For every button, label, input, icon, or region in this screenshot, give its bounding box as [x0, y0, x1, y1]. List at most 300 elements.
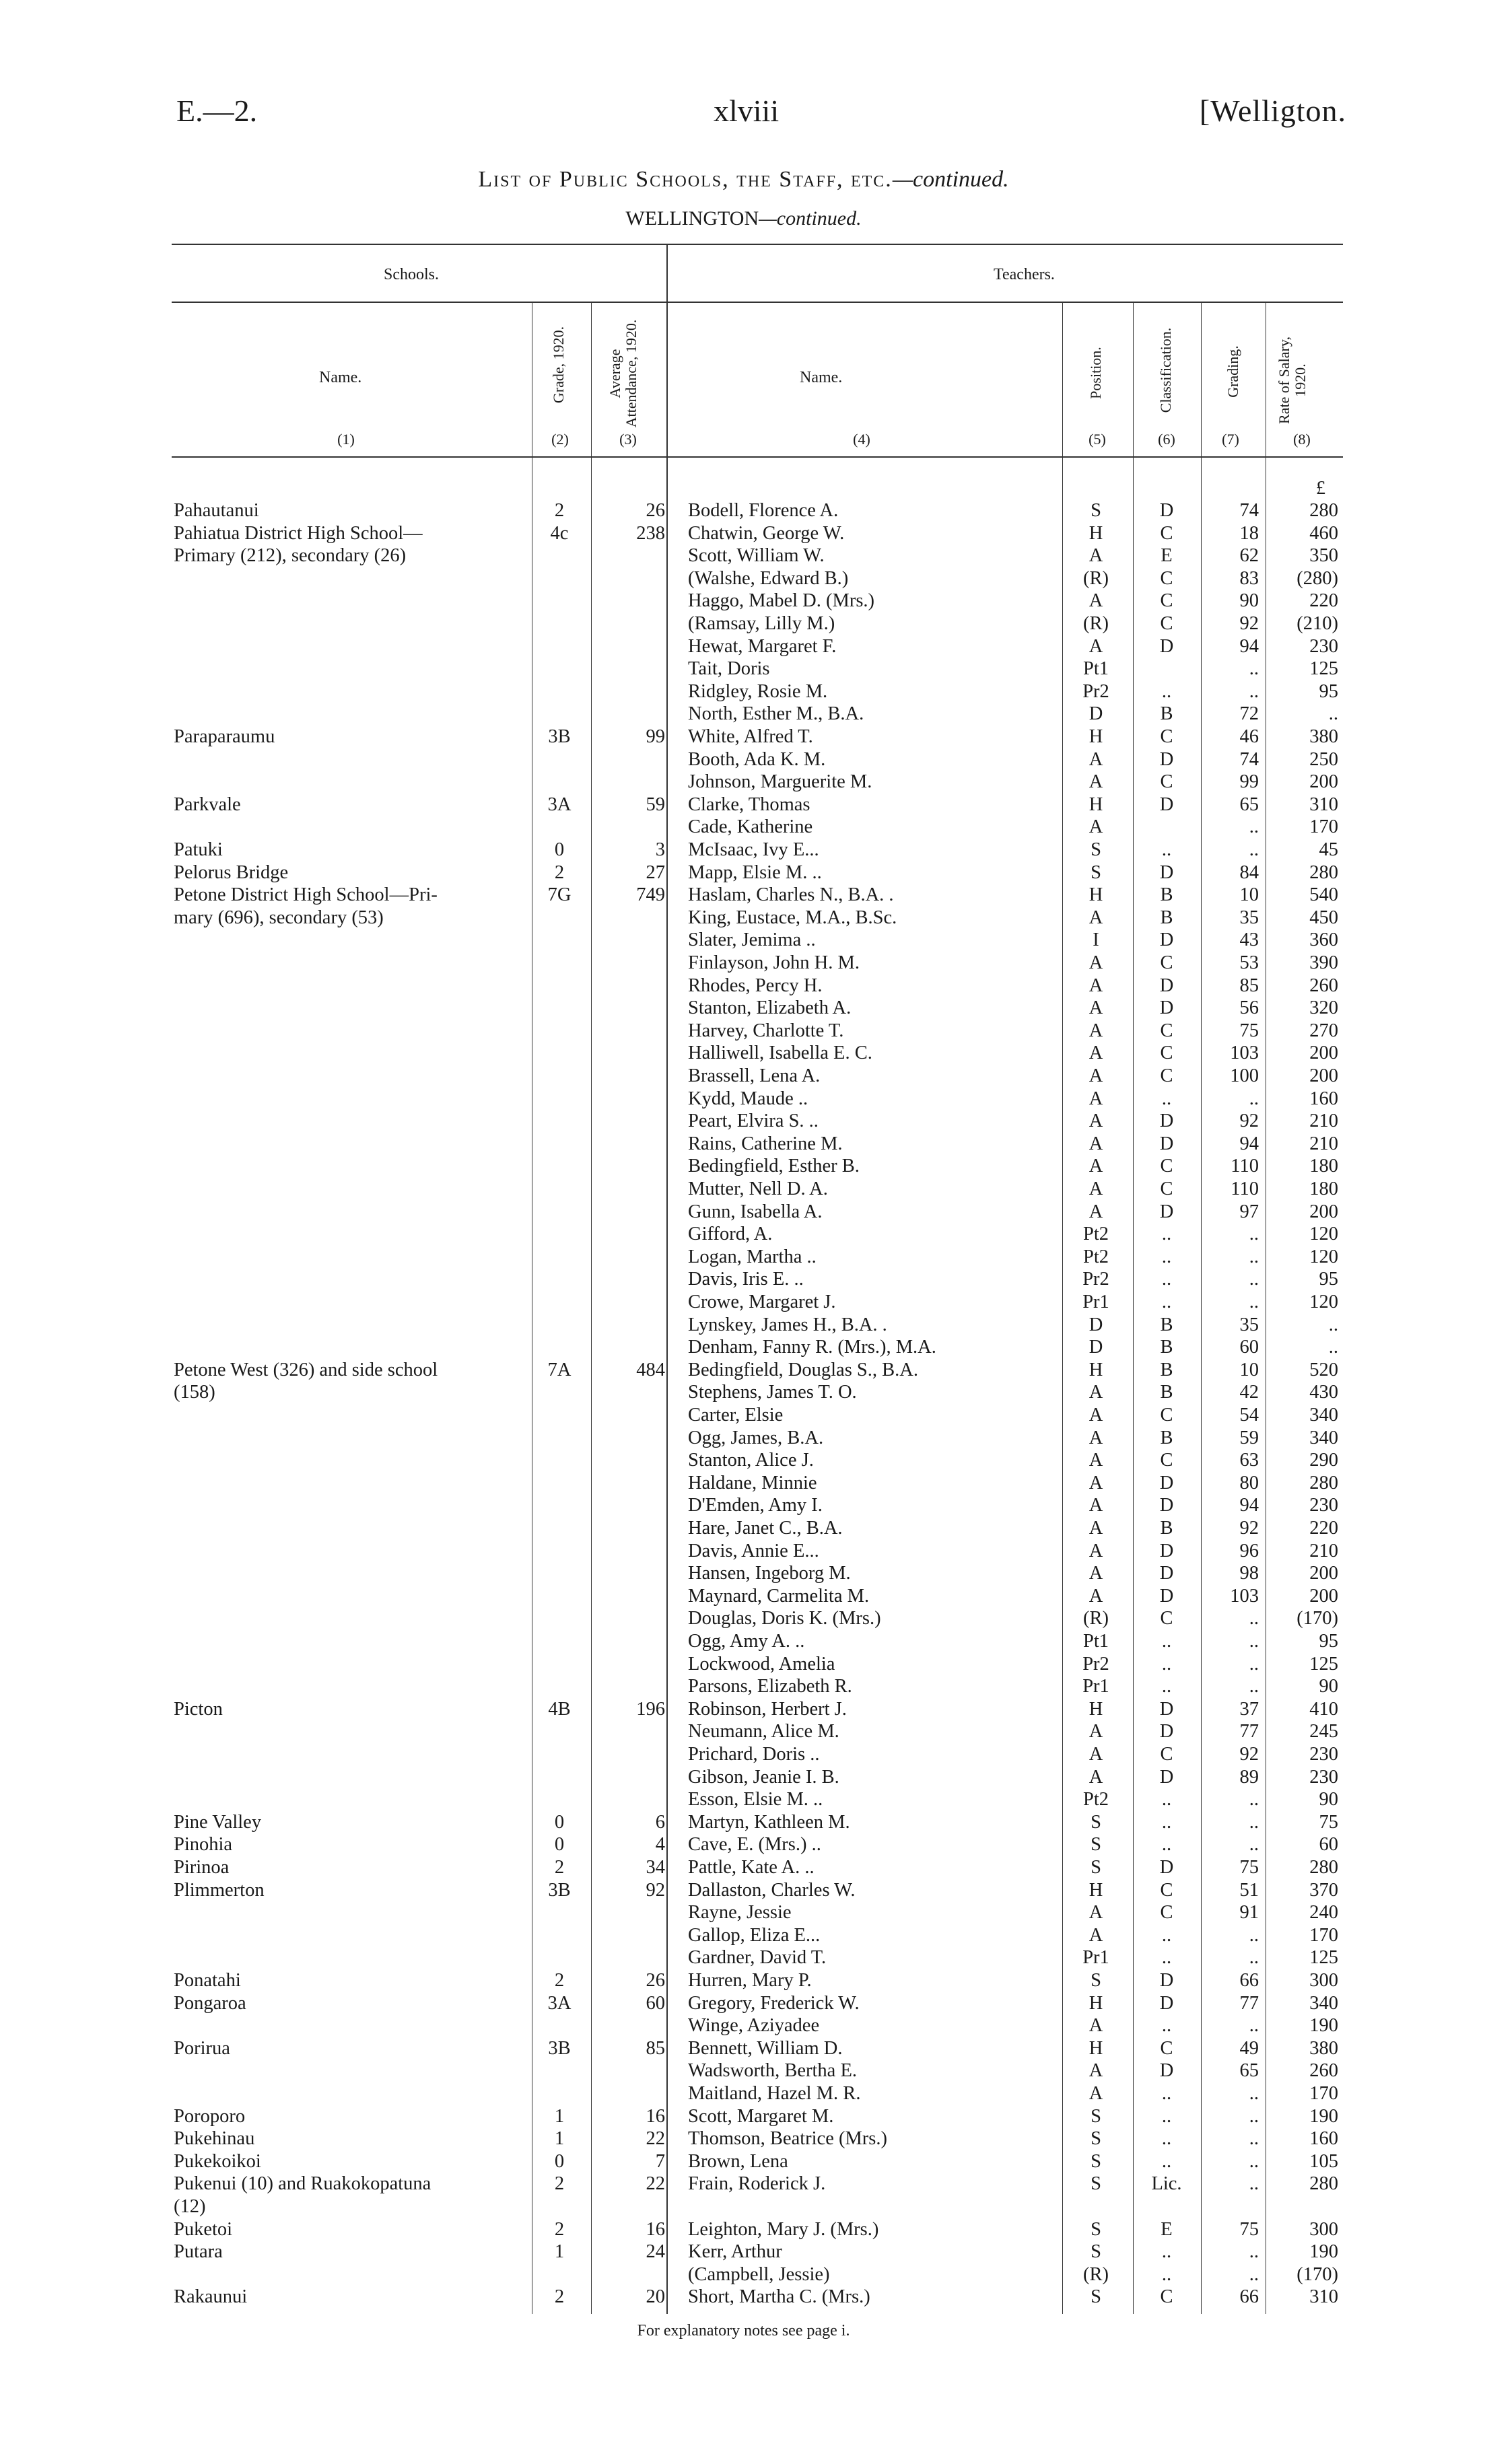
teacher-classification: C: [1160, 1744, 1173, 1765]
teacher-position: S: [1091, 2105, 1101, 2127]
salary-rate: 170: [1309, 2083, 1338, 2104]
school-name: Pelorus Bridge: [174, 861, 289, 883]
teacher-position: Pr2: [1082, 1653, 1109, 1675]
teacher-classification: B: [1160, 1427, 1173, 1448]
school-grade: 0: [554, 1834, 565, 1856]
teacher-position: A: [1088, 1450, 1103, 1471]
average-attendance: 85: [646, 2037, 665, 2059]
average-attendance: 59: [646, 794, 665, 815]
teacher-classification: D: [1159, 2060, 1174, 2082]
teacher-grading: 94: [1239, 1495, 1259, 1516]
table-row: [0, 1969, 1487, 1992]
school-name: mary (696), secondary (53): [174, 907, 384, 928]
table-row: [0, 839, 1487, 861]
teacher-classification: ..: [1161, 1246, 1172, 1267]
teacher-position: S: [1091, 839, 1101, 860]
school-grade: 1: [554, 2241, 565, 2263]
teacher-classification: D: [1159, 1766, 1174, 1788]
teacher-name: Carter, Elsie: [688, 1405, 784, 1425]
school-grade: 3B: [548, 726, 571, 747]
teacher-position: A: [1088, 975, 1103, 996]
teacher-grading: ..: [1249, 2241, 1259, 2263]
teacher-position: D: [1088, 1337, 1103, 1358]
table-row: [0, 2037, 1487, 2060]
teacher-classification: C: [1160, 613, 1173, 634]
teacher-grading: 77: [1239, 1992, 1259, 2014]
salary-rate: (170): [1296, 2263, 1338, 2285]
teacher-name: D'Emden, Amy I.: [688, 1495, 823, 1516]
column-number-8: (8): [1293, 431, 1311, 448]
teacher-name: Clarke, Thomas: [688, 794, 810, 815]
teacher-position: H: [1088, 2037, 1103, 2059]
footnote: For explanatory notes see page i.: [637, 2322, 850, 2339]
teacher-classification: C: [1160, 567, 1173, 589]
teacher-grading: 83: [1239, 567, 1259, 589]
teacher-name: Brown, Lena: [688, 2150, 788, 2172]
teacher-position: A: [1088, 1766, 1103, 1788]
teacher-name: Wadsworth, Bertha E.: [688, 2060, 857, 2082]
teacher-classification: B: [1160, 1337, 1173, 1358]
teacher-grading: ..: [1249, 1631, 1259, 1652]
salary-rate: (210): [1296, 613, 1338, 634]
teacher-name: Neumann, Alice M.: [688, 1721, 839, 1743]
table-row: [0, 2082, 1487, 2105]
teacher-classification: B: [1160, 907, 1173, 928]
school-name: Primary (212), secondary (26): [174, 545, 407, 567]
teacher-name: Rains, Catherine M.: [688, 1133, 843, 1154]
teacher-classification: ..: [1161, 1269, 1172, 1290]
teacher-name: Kerr, Arthur: [688, 2241, 782, 2263]
salary-rate: 380: [1309, 2037, 1338, 2059]
table-row: [0, 1698, 1487, 1720]
teacher-name: Ogg, James, B.A.: [688, 1427, 824, 1448]
school-grade: 2: [554, 2218, 565, 2240]
teacher-position: A: [1088, 1585, 1103, 1607]
teacher-position: A: [1088, 1902, 1103, 1924]
table-row: [0, 703, 1487, 725]
teacher-position: Pr1: [1082, 1947, 1109, 1969]
school-grade: 2: [554, 2173, 565, 2195]
teacher-name: Leighton, Mary J. (Mrs.): [688, 2218, 879, 2240]
teacher-position: A: [1088, 635, 1103, 657]
teacher-name: Harvey, Charlotte T.: [688, 1020, 844, 1041]
school-grade: 1: [554, 2128, 565, 2150]
salary-rate: 125: [1309, 658, 1338, 680]
school-grade: 0: [554, 839, 565, 860]
table-row: [0, 544, 1487, 567]
salary-rate: 310: [1309, 794, 1338, 815]
teacher-grading: ..: [1249, 1924, 1259, 1946]
teacher-name: Prichard, Doris ..: [688, 1744, 820, 1765]
teacher-position: S: [1091, 1834, 1101, 1856]
column-number-2: (2): [551, 431, 569, 448]
teacher-name: Crowe, Margaret J.: [688, 1292, 836, 1312]
school-grade: 2: [554, 2286, 565, 2308]
title-main: List of Public Schools, the Staff, etc.: [478, 167, 893, 192]
salary-rate: 320: [1309, 997, 1338, 1019]
teacher-classification: C: [1160, 1065, 1173, 1086]
school-grade: 7A: [547, 1359, 572, 1380]
salary-rate: 290: [1309, 1450, 1338, 1471]
school-name: Pukekoikoi: [174, 2150, 261, 2172]
school-name: Petone West (326) and side school: [174, 1359, 438, 1380]
table-top-rule: [172, 244, 1343, 245]
salary-rate: 125: [1309, 1653, 1338, 1675]
teacher-classification: ..: [1161, 1631, 1172, 1652]
teacher-classification: C: [1160, 1043, 1173, 1064]
school-name: Pinohia: [174, 1834, 233, 1856]
teacher-grading: 98: [1239, 1563, 1259, 1584]
salary-rate: 95: [1319, 1631, 1338, 1652]
teacher-name: Bodell, Florence A.: [688, 500, 839, 521]
teacher-grading: 65: [1239, 794, 1259, 815]
teacher-position: A: [1088, 907, 1103, 928]
salary-rate: ..: [1328, 703, 1338, 725]
teacher-grading: ..: [1249, 1811, 1259, 1833]
salary-rate: ..: [1328, 1314, 1338, 1335]
teacher-position: S: [1091, 2241, 1101, 2263]
teacher-position: S: [1091, 2173, 1101, 2195]
school-name: Plimmerton: [174, 1879, 265, 1901]
salary-rate: 190: [1309, 2241, 1338, 2263]
table-row: [0, 2218, 1487, 2241]
school-name: Pirinoa: [174, 1857, 230, 1878]
teacher-position: Pt1: [1082, 658, 1109, 680]
table-row: [0, 1675, 1487, 1697]
column-number-3: (3): [619, 431, 637, 448]
teacher-classification: D: [1159, 1585, 1174, 1607]
teacher-classification: ..: [1161, 2150, 1172, 2172]
teacher-grading: 56: [1239, 997, 1259, 1019]
teacher-grading: 103: [1230, 1043, 1259, 1064]
table-row: [0, 658, 1487, 680]
teacher-grading: 53: [1239, 952, 1259, 973]
teacher-name: Mapp, Elsie M. ..: [688, 861, 822, 883]
teacher-classification: ..: [1161, 1924, 1172, 1946]
average-attendance: 7: [655, 2150, 665, 2172]
teacher-name: Thomson, Beatrice (Mrs.): [688, 2128, 888, 2150]
school-name: Patuki: [174, 839, 223, 860]
teacher-name: Slater, Jemima ..: [688, 929, 816, 951]
teacher-position: Pt1: [1082, 1631, 1109, 1652]
teacher-name: Stanton, Alice J.: [688, 1450, 814, 1471]
salary-rate: 105: [1309, 2150, 1338, 2172]
table-row: [0, 1585, 1487, 1607]
school-name: Pukenui (10) and Ruakokopatuna: [174, 2173, 431, 2195]
table-row: [0, 1178, 1487, 1200]
teacher-position: A: [1088, 1043, 1103, 1064]
teacher-name: Lockwood, Amelia: [688, 1653, 835, 1675]
teacher-name: Winge, Aziyadee: [688, 2015, 820, 2037]
teacher-position: A: [1088, 1156, 1103, 1177]
teacher-classification: B: [1160, 1382, 1173, 1403]
average-attendance: 16: [646, 2105, 665, 2127]
table-row: [0, 1291, 1487, 1313]
average-attendance: 20: [646, 2286, 665, 2308]
table-row: [0, 1246, 1487, 1268]
school-grade: 3A: [547, 794, 572, 815]
teacher-position: A: [1088, 1201, 1103, 1222]
salary-rate: 260: [1309, 975, 1338, 996]
teacher-position: (R): [1083, 1608, 1109, 1629]
table-row: [0, 1404, 1487, 1426]
teacher-grading: ..: [1249, 1269, 1259, 1290]
school-grade: 0: [554, 1811, 565, 1833]
table-row: [0, 1133, 1487, 1155]
teacher-name: Davis, Annie E...: [688, 1540, 819, 1561]
teacher-grading: 59: [1239, 1427, 1259, 1448]
teacher-grading: 42: [1239, 1382, 1259, 1403]
salary-rate: 360: [1309, 929, 1338, 951]
school-name: Picton: [174, 1698, 223, 1720]
teacher-classification: C: [1160, 771, 1173, 793]
teacher-name: Haslam, Charles N., B.A. .: [688, 884, 894, 906]
salary-rate: ..: [1328, 1337, 1338, 1358]
table-row: [0, 1065, 1487, 1087]
salary-rate: 60: [1319, 1834, 1338, 1856]
teacher-classification: ..: [1161, 1292, 1172, 1312]
teacher-classification: ..: [1161, 2105, 1172, 2127]
teacher-name-header: Name.: [800, 369, 843, 386]
teacher-name: Gallop, Eliza E...: [688, 1924, 821, 1946]
teacher-classification: ..: [1161, 2241, 1172, 2263]
salary-rate: 240: [1309, 1902, 1338, 1924]
salary-rate: 280: [1309, 861, 1338, 883]
table-row: [0, 816, 1487, 838]
document-title: [0, 167, 1487, 192]
teacher-name: Lynskey, James H., B.A. .: [688, 1314, 887, 1335]
school-name: Putara: [174, 2241, 223, 2263]
teacher-name: Martyn, Kathleen M.: [688, 1811, 850, 1833]
teacher-classification: D: [1159, 1992, 1174, 2014]
teacher-classification: ..: [1161, 1088, 1172, 1109]
teacher-grading: 85: [1239, 975, 1259, 996]
teacher-name: Scott, William W.: [688, 545, 825, 567]
teacher-classification: Lic.: [1151, 2173, 1182, 2195]
table-row: [0, 997, 1487, 1019]
teacher-grading: 65: [1239, 2060, 1259, 2082]
teacher-grading: 63: [1239, 1450, 1259, 1471]
table-row: [0, 1653, 1487, 1675]
salary-rate: 200: [1309, 1563, 1338, 1584]
salary-rate: 200: [1309, 1043, 1338, 1064]
table-row: [0, 2263, 1487, 2286]
teacher-grading: 35: [1239, 1314, 1259, 1335]
table-row: [0, 590, 1487, 612]
teacher-grading: 89: [1239, 1766, 1259, 1788]
teacher-name: Hewat, Margaret F.: [688, 635, 837, 657]
teacher-position: H: [1088, 522, 1103, 544]
teacher-name: Stephens, James T. O.: [688, 1382, 857, 1403]
teacher-classification: ..: [1161, 1676, 1172, 1697]
table-row: [0, 635, 1487, 658]
teacher-grading: 90: [1239, 590, 1259, 612]
teacher-position: Pr2: [1082, 1269, 1109, 1290]
average-attendance: 484: [636, 1359, 665, 1380]
teacher-position: A: [1088, 545, 1103, 567]
teacher-grading: 46: [1239, 726, 1259, 747]
school-name: Porirua: [174, 2037, 230, 2059]
teacher-classification: D: [1159, 1495, 1174, 1516]
average-attendance: 16: [646, 2218, 665, 2240]
teacher-grading: 60: [1239, 1337, 1259, 1358]
school-grade: 7G: [547, 884, 572, 906]
salary-rate: 180: [1309, 1156, 1338, 1177]
teacher-grading: ..: [1249, 1608, 1259, 1629]
table-row: [0, 2127, 1487, 2150]
school-grade: 3B: [548, 1879, 571, 1901]
teacher-grading: 77: [1239, 1721, 1259, 1743]
teacher-classification: C: [1160, 1156, 1173, 1177]
column-number-5: (5): [1088, 431, 1106, 448]
teacher-grading: ..: [1249, 1088, 1259, 1109]
teacher-grading: 49: [1239, 2037, 1259, 2059]
school-grade: 0: [554, 2150, 565, 2172]
teacher-name: Mutter, Nell D. A.: [688, 1178, 828, 1199]
salary-rate: 300: [1309, 1970, 1338, 1991]
teacher-grading: 92: [1239, 1518, 1259, 1539]
teachers-group-header: Teachers.: [994, 266, 1055, 283]
grade-header: Grade, 1920.: [550, 326, 567, 404]
school-name: (12): [174, 2196, 206, 2217]
teacher-position: A: [1088, 1020, 1103, 1041]
salary-rate: 340: [1309, 1405, 1338, 1425]
teacher-classification: D: [1159, 1698, 1174, 1720]
teacher-position: A: [1088, 590, 1103, 612]
teacher-grading: 66: [1239, 1970, 1259, 1991]
school-name: Pine Valley: [174, 1811, 262, 1833]
teacher-position: H: [1088, 1879, 1103, 1901]
position-header: Position.: [1087, 347, 1104, 399]
group-header-rule: [172, 302, 1343, 303]
salary-rate: 430: [1309, 1382, 1338, 1403]
teacher-name: Maynard, Carmelita M.: [688, 1585, 870, 1607]
school-name: Pahiatua District High School—: [174, 522, 423, 544]
teacher-classification: D: [1159, 861, 1174, 883]
teacher-grading: ..: [1249, 1653, 1259, 1675]
school-grade: 2: [554, 500, 565, 521]
teacher-classification: D: [1159, 1857, 1174, 1878]
teacher-name: Hurren, Mary P.: [688, 1970, 812, 1991]
table-row: [0, 1020, 1487, 1042]
teacher-position: Pt2: [1082, 1789, 1109, 1810]
average-attendance: 27: [646, 861, 665, 883]
teacher-grading: ..: [1249, 2083, 1259, 2104]
school-name: Parkvale: [174, 794, 241, 815]
teacher-name: Gregory, Frederick W.: [688, 1992, 860, 2014]
teacher-position: A: [1088, 2083, 1103, 2104]
average-attendance: 196: [636, 1698, 665, 1720]
teacher-grading: 74: [1239, 748, 1259, 770]
table-row: [0, 884, 1487, 906]
teacher-grading: ..: [1249, 2128, 1259, 2150]
page-number: xlviii: [714, 94, 780, 128]
salary-rate: 210: [1309, 1540, 1338, 1561]
salary-rate: 260: [1309, 2060, 1338, 2082]
teacher-name: Johnson, Marguerite M.: [688, 771, 872, 793]
teacher-position: A: [1088, 748, 1103, 770]
table-row: [0, 499, 1487, 522]
school-name: (158): [174, 1382, 215, 1403]
teacher-grading: 92: [1239, 1744, 1259, 1765]
teacher-grading: ..: [1249, 1676, 1259, 1697]
salary-rate: 280: [1309, 2173, 1338, 2195]
teacher-classification: C: [1160, 1879, 1173, 1901]
teacher-classification: C: [1160, 952, 1173, 973]
teacher-name: Tait, Doris: [688, 658, 770, 680]
teacher-position: S: [1091, 2150, 1101, 2172]
teacher-name: Esson, Elsie M. ..: [688, 1789, 823, 1810]
school-grade: 2: [554, 1970, 565, 1991]
table-row: [0, 1223, 1487, 1245]
table-row: [0, 1042, 1487, 1064]
salary-rate: 280: [1309, 500, 1338, 521]
salary-rate: 520: [1309, 1359, 1338, 1380]
salary-rate: 180: [1309, 1178, 1338, 1199]
school-grade: 4B: [548, 1698, 571, 1720]
teacher-classification: D: [1159, 1111, 1174, 1132]
salary-rate: 200: [1309, 1585, 1338, 1607]
teacher-grading: 51: [1239, 1879, 1259, 1901]
teacher-name: Ogg, Amy A. ..: [688, 1631, 805, 1652]
teacher-classification: B: [1160, 1518, 1173, 1539]
salary-rate: 120: [1309, 1292, 1338, 1312]
table-row: [0, 1381, 1487, 1403]
teacher-name: Gardner, David T.: [688, 1947, 827, 1969]
table-row: [0, 1879, 1487, 1901]
teacher-grading: 80: [1239, 1472, 1259, 1493]
teacher-name: Short, Martha C. (Mrs.): [688, 2286, 870, 2308]
column-number-7: (7): [1222, 431, 1239, 448]
teacher-classification: ..: [1161, 680, 1172, 702]
teacher-name: Hansen, Ingeborg M.: [688, 1563, 851, 1584]
teacher-grading: 75: [1239, 1020, 1259, 1041]
teacher-grading: ..: [1249, 2105, 1259, 2127]
school-grade: 2: [554, 1857, 565, 1878]
teacher-name: Booth, Ada K. M.: [688, 748, 826, 770]
teacher-classification: C: [1160, 522, 1173, 544]
teacher-name: Haggo, Mabel D. (Mrs.): [688, 590, 875, 612]
table-row: [0, 2241, 1487, 2263]
school-grade: 3B: [548, 2037, 571, 2059]
teacher-name: Parsons, Elizabeth R.: [688, 1676, 852, 1697]
salary-rate: (280): [1296, 567, 1338, 589]
table-row: [0, 952, 1487, 974]
teacher-position: D: [1088, 703, 1103, 725]
teacher-grading: 103: [1230, 1585, 1259, 1607]
teacher-classification: D: [1159, 748, 1174, 770]
teacher-name: Bedingfield, Douglas S., B.A.: [688, 1359, 918, 1380]
teacher-name: Frain, Roderick J.: [688, 2173, 826, 2195]
school-name: Poroporo: [174, 2105, 246, 2127]
table-row: [0, 1901, 1487, 1924]
teacher-position: D: [1088, 1314, 1103, 1335]
table-row: [0, 748, 1487, 771]
teacher-name: Peart, Elvira S. ..: [688, 1111, 819, 1132]
teacher-classification: C: [1160, 2037, 1173, 2059]
subtitle-main: WELLINGTON: [625, 207, 759, 230]
teacher-name: Douglas, Doris K. (Mrs.): [688, 1608, 881, 1629]
teacher-position: H: [1088, 1992, 1103, 2014]
salary-rate: 310: [1309, 2286, 1338, 2308]
teacher-classification: ..: [1161, 2263, 1172, 2285]
table-row: [0, 1743, 1487, 1765]
teacher-grading: 35: [1239, 907, 1259, 928]
salary-rate: 450: [1309, 907, 1338, 928]
teacher-name: McIsaac, Ivy E...: [688, 839, 819, 860]
table-row: [0, 2150, 1487, 2173]
salary-rate: 230: [1309, 1744, 1338, 1765]
